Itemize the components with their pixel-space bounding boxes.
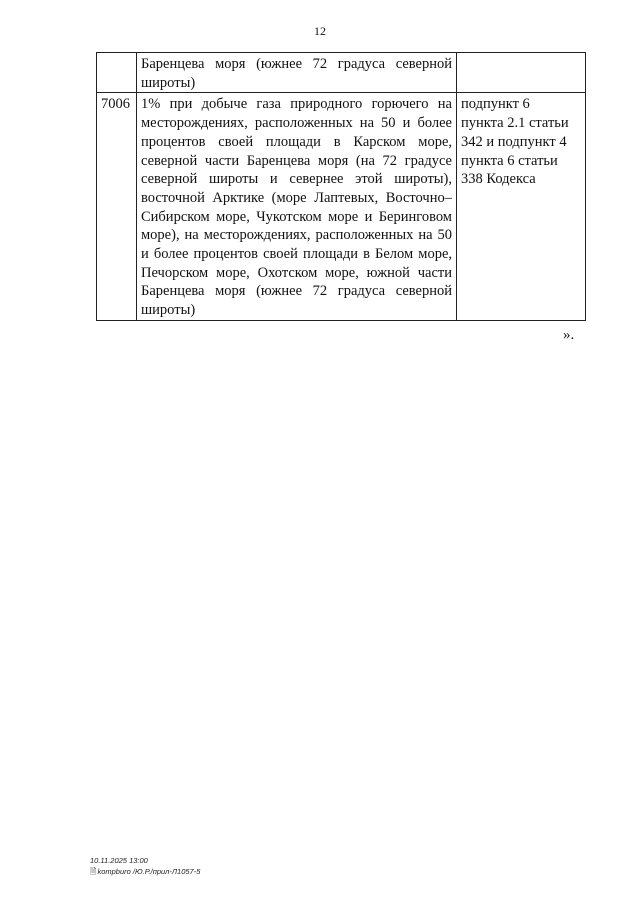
description-line: 1% при добыче газа природного горючего на (141, 96, 452, 113)
row-code-cell: 7006 (97, 93, 137, 320)
row-description-cell (137, 53, 457, 93)
description-line: Баренцева моря (южнее 72 градуса северной (141, 283, 452, 300)
description-line: Печорском море, Охотском море, южной части (141, 264, 452, 281)
reference-line: пункта 2.1 статьи (461, 115, 569, 132)
description-line: и более процентов своей площади в Белом море, (141, 246, 452, 263)
description-line: Сибирском море, Чукотском море и Беринговом (141, 208, 452, 225)
description-line: Баренцева моря (южнее 72 градуса северной (141, 56, 452, 72)
description-line: море), на месторождениях, расположенных на 50 (141, 227, 452, 244)
row-reference-cell (457, 53, 586, 93)
footer-path-text: kompburo /Ю.Р./прил-Л1057-5 (97, 867, 201, 876)
row-description-cell (137, 93, 457, 320)
description-line: северной части Баренцева моря (на 72 градусе (141, 152, 452, 169)
table-row (97, 53, 586, 93)
description-line: восточной Арктике (море Лаптевых, Восточно– (141, 189, 452, 206)
description-line: широты) (141, 302, 196, 319)
description-line: широты) (141, 74, 196, 91)
row-code-cell (97, 53, 137, 93)
reference-line: 338 Кодекса (461, 171, 536, 188)
description-line: северной широты и севернее этой широты), (141, 171, 452, 188)
reference-line: 342 и подпункт 4 (461, 133, 567, 150)
footer-file-path (90, 866, 200, 880)
description-line: месторождениях, расположенных на 50 и более (141, 115, 452, 132)
reference-line: пункта 6 статьи (461, 152, 558, 169)
row-reference-cell (457, 93, 586, 320)
closing-quote: ». (563, 327, 575, 343)
file-icon: 🗎 (90, 867, 97, 876)
page-number: 12 (314, 24, 326, 38)
document-table (96, 52, 586, 321)
reference-line: подпункт 6 (461, 96, 530, 113)
table-row (97, 93, 586, 320)
description-line: процентов своей площади в Карском море, (141, 133, 452, 150)
footer-date: 10.11.2025 13:00 (90, 856, 148, 865)
